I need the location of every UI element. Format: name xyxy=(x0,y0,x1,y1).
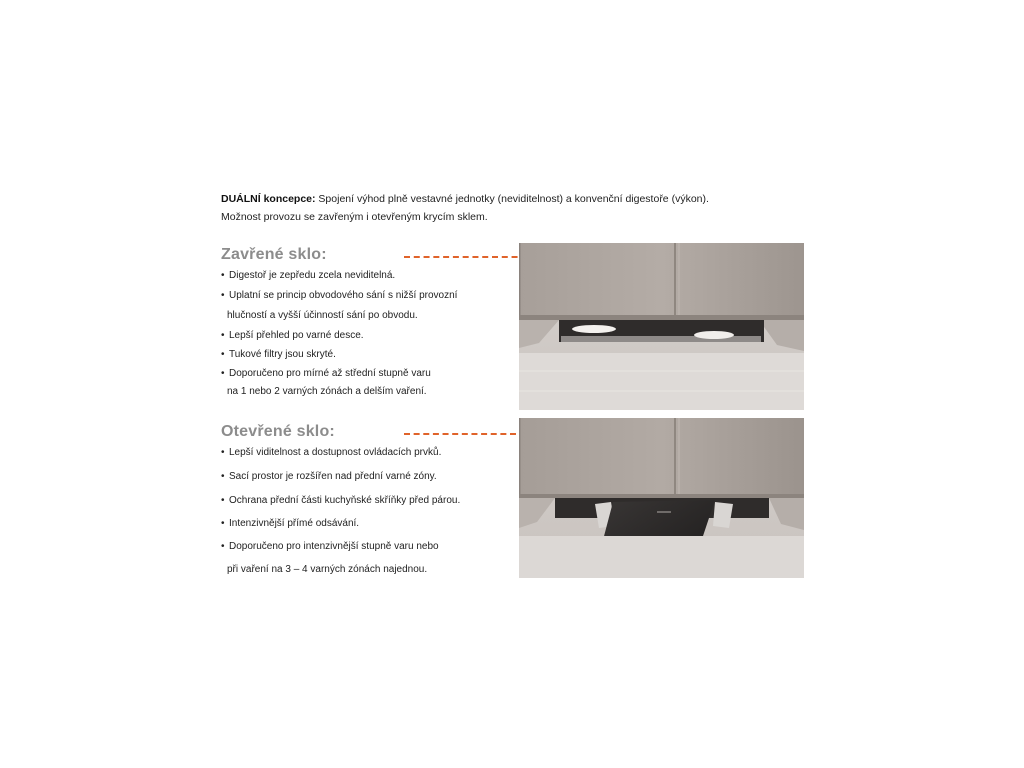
list-item: • Doporučeno pro mírné až střední stupně varu xyxy=(221,368,511,386)
intro-paragraph xyxy=(221,190,781,226)
intro-line-2: Možnost provozu se zavřeným i otevřeným krycím sklem. xyxy=(221,211,488,223)
list-item: na 1 nebo 2 varných zónách a delším vaření. xyxy=(227,386,427,397)
list-item: • Lepší viditelnost a dostupnost ovládacích prvků. xyxy=(221,447,511,471)
open-glass-title: Otevřené sklo: xyxy=(221,423,335,440)
list-item: • Digestoř je zepředu zcela neviditelná. xyxy=(221,270,511,290)
intro-text-1: Spojení výhod plně vestavné jednotky (neviditelnost) a konvenční digestoře (výkon). xyxy=(315,193,709,205)
open-glass-list xyxy=(221,447,511,584)
intro-label: DUÁLNÍ koncepce: xyxy=(221,193,316,205)
closed-glass-title: Zavřené sklo: xyxy=(221,246,327,263)
list-item: • Lepší přehled po varné desce. xyxy=(221,330,511,349)
list-item: • Tukové filtry jsou skryté. xyxy=(221,349,511,368)
list-item: • Ochrana přední části kuchyňské skříňky před párou. xyxy=(221,495,511,518)
open-dashed-line xyxy=(404,433,516,435)
closed-glass-photo xyxy=(519,243,804,410)
list-item: • Sací prostor je rozšířen nad přední varné zóny. xyxy=(221,471,511,495)
closed-glass-list xyxy=(221,270,511,404)
list-item: • Doporučeno pro intenzivnější stupně varu nebo xyxy=(221,541,511,564)
list-item: hlučností a vyšší účinností sání po obvodu. xyxy=(227,310,418,321)
list-item: při vaření na 3 – 4 varných zónách najednou. xyxy=(227,564,428,575)
open-glass-photo xyxy=(519,418,804,578)
intro-line-1 xyxy=(221,190,781,208)
list-item: • Uplatní se princip obvodového sání s nižší provozní xyxy=(221,290,511,310)
list-item: • Intenzivnější přímé odsávání. xyxy=(221,518,511,541)
